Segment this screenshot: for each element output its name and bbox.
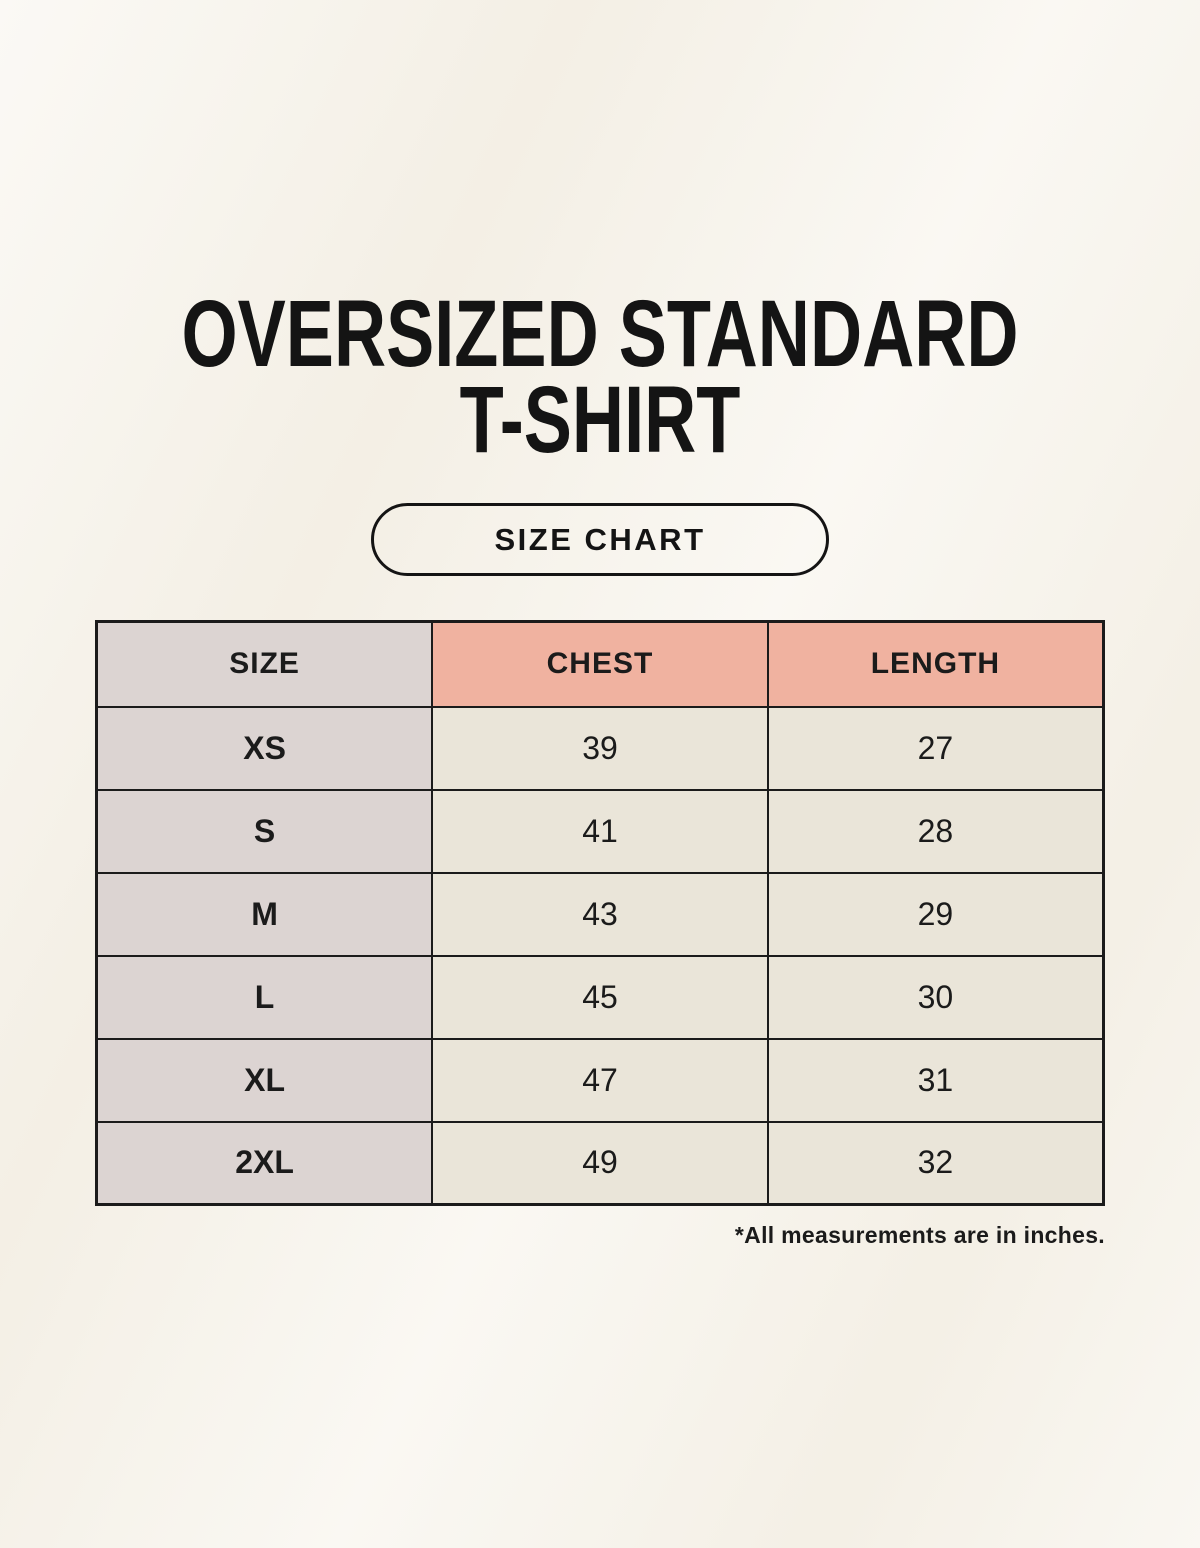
size-label: S [97,790,433,873]
size-chart-table-container [95,620,1105,1206]
size-label: M [97,873,433,956]
product-title [0,0,1200,473]
size-chart-badge-container [0,503,1200,576]
chest-value: 45 [432,956,768,1039]
size-chart-table [95,620,1105,1206]
column-header-size: SIZE [97,622,433,707]
table-row-xs [97,707,1104,790]
length-value: 30 [768,956,1104,1039]
size-label: XL [97,1039,433,1122]
table-row-2xl [97,1122,1104,1205]
header-row [97,622,1104,707]
table-row-xl [97,1039,1104,1122]
column-header-length: LENGTH [768,622,1104,707]
size-chart-badge[interactable]: SIZE CHART [371,503,829,576]
length-value: 29 [768,873,1104,956]
product-title-line-1: OVERSIZED STANDARD [181,281,1019,387]
chest-value: 41 [432,790,768,873]
length-value: 32 [768,1122,1104,1205]
chest-value: 49 [432,1122,768,1205]
table-row-s [97,790,1104,873]
measurement-note: *All measurements are in inches. [734,1222,1105,1248]
table-row-l [97,956,1104,1039]
size-label: L [97,956,433,1039]
length-value: 31 [768,1039,1104,1122]
product-title-line-2: T-SHIRT [459,366,741,473]
chest-value: 39 [432,707,768,790]
size-label: XS [97,707,433,790]
column-header-chest: CHEST [432,622,768,707]
chest-value: 43 [432,873,768,956]
chest-value: 47 [432,1039,768,1122]
table-row-m [97,873,1104,956]
length-value: 28 [768,790,1104,873]
size-label: 2XL [97,1122,433,1205]
length-value: 27 [768,707,1104,790]
